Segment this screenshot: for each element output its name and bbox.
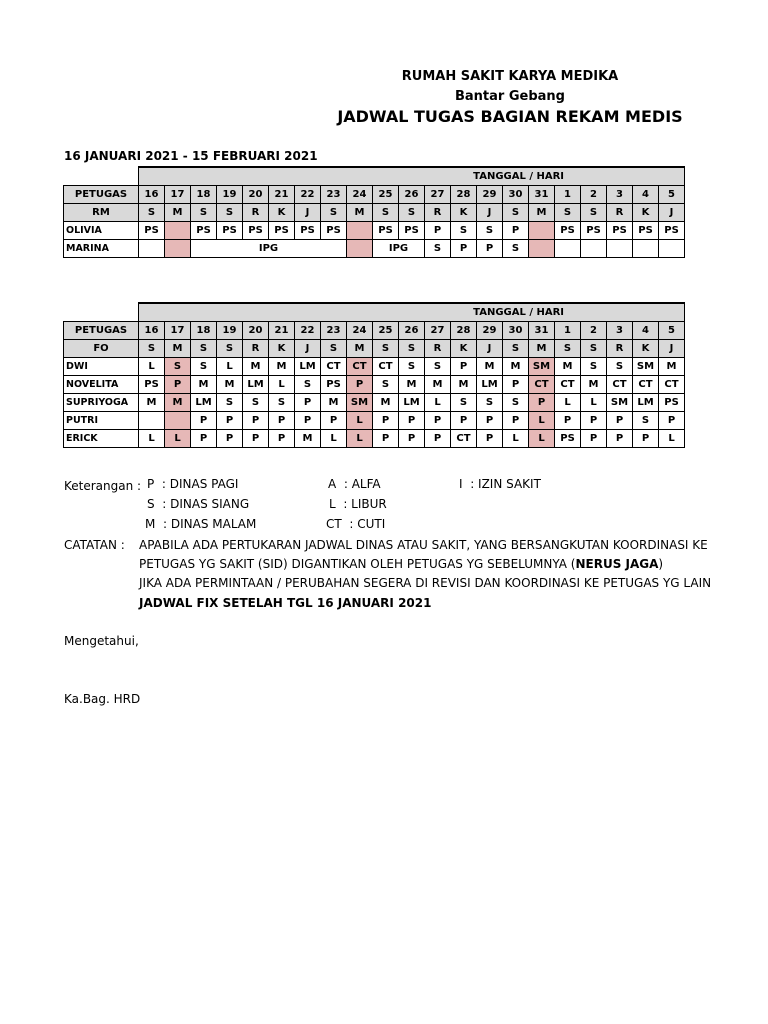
shift-cell: L <box>347 412 373 430</box>
staff-name: MARINA <box>64 240 139 258</box>
date-cell: 30 <box>503 322 529 340</box>
date-cell: 1 <box>555 322 581 340</box>
day-cell: J <box>477 204 503 222</box>
shift-cell: SM <box>529 358 555 376</box>
fo-schedule-table <box>63 302 685 448</box>
legend-item-s: S : DINAS SIANG <box>147 497 250 511</box>
shift-cell <box>165 412 191 430</box>
shift-cell: L <box>139 358 165 376</box>
shift-cell: PS <box>555 222 581 240</box>
shift-cell: M <box>659 358 685 376</box>
staff-name: SUPRIYOGA <box>64 394 139 412</box>
day-cell: S <box>555 204 581 222</box>
day-cell: S <box>555 340 581 358</box>
shift-cell: S <box>425 358 451 376</box>
date-cell: 22 <box>295 322 321 340</box>
day-cell: S <box>399 204 425 222</box>
shift-cell: LM <box>243 376 269 394</box>
shift-cell: M <box>555 358 581 376</box>
day-cell: K <box>633 340 659 358</box>
date-row <box>64 186 685 204</box>
shift-cell: P <box>607 430 633 448</box>
day-cell: J <box>477 340 503 358</box>
day-cell: M <box>529 340 555 358</box>
date-cell: 23 <box>321 322 347 340</box>
shift-cell: P <box>503 412 529 430</box>
day-cell: M <box>165 340 191 358</box>
shift-cell: P <box>243 430 269 448</box>
legend-item-m: M : DINAS MALAM <box>145 517 257 531</box>
shift-cell: L <box>581 394 607 412</box>
date-cell: 25 <box>373 322 399 340</box>
shift-cell: CT <box>659 376 685 394</box>
shift-cell: L <box>269 376 295 394</box>
shift-cell <box>139 240 165 258</box>
day-cell: S <box>399 340 425 358</box>
day-cell: R <box>425 340 451 358</box>
shift-cell: S <box>217 394 243 412</box>
date-cell: 21 <box>269 322 295 340</box>
shift-cell: P <box>477 412 503 430</box>
date-cell: 20 <box>243 322 269 340</box>
corner-cell <box>64 303 139 322</box>
shift-cell: P <box>217 430 243 448</box>
shift-cell: S <box>503 240 529 258</box>
day-cell: M <box>347 340 373 358</box>
shift-cell: L <box>165 430 191 448</box>
shift-cell: L <box>659 430 685 448</box>
shift-cell: L <box>139 430 165 448</box>
shift-cell: PS <box>139 376 165 394</box>
shift-cell: SM <box>633 358 659 376</box>
hospital-name: RUMAH SAKIT KARYA MEDIKA <box>401 69 619 84</box>
shift-cell: PS <box>633 222 659 240</box>
shift-cell: CT <box>607 376 633 394</box>
shift-cell <box>581 240 607 258</box>
date-cell: 28 <box>451 322 477 340</box>
shift-cell: M <box>139 394 165 412</box>
shift-cell: S <box>451 222 477 240</box>
date-cell: 3 <box>607 186 633 204</box>
date-cell: 29 <box>477 186 503 204</box>
date-cell: 28 <box>451 186 477 204</box>
shift-cell: CT <box>633 376 659 394</box>
day-cell: R <box>607 204 633 222</box>
shift-cell: P <box>659 412 685 430</box>
shift-cell: P <box>191 412 217 430</box>
shift-cell: M <box>451 376 477 394</box>
day-cell: S <box>191 204 217 222</box>
day-cell: K <box>269 340 295 358</box>
day-cell: S <box>139 340 165 358</box>
shift-cell: S <box>633 412 659 430</box>
day-cell: S <box>217 340 243 358</box>
shift-cell: P <box>269 412 295 430</box>
shift-cell: P <box>581 430 607 448</box>
date-cell: 18 <box>191 186 217 204</box>
shift-cell: P <box>217 412 243 430</box>
shift-cell: M <box>217 376 243 394</box>
shift-cell: S <box>503 394 529 412</box>
staff-name: NOVELITA <box>64 376 139 394</box>
shift-cell: PS <box>321 222 347 240</box>
shift-cell: CT <box>373 358 399 376</box>
shift-cell: PS <box>191 222 217 240</box>
group-label: PETUGAS <box>64 186 139 204</box>
legend-label: Keterangan : <box>64 479 142 493</box>
day-cell: M <box>347 204 373 222</box>
date-cell: 26 <box>399 322 425 340</box>
day-cell: S <box>503 204 529 222</box>
shift-cell: PS <box>295 222 321 240</box>
catatan-line-2: PETUGAS YG SAKIT (SID) DIGANTIKAN OLEH PETUGAS YG SEBELUMNYA (NERUS JAGA) <box>139 557 664 571</box>
shift-cell: S <box>295 376 321 394</box>
date-cell: 3 <box>607 322 633 340</box>
shift-cell: PS <box>555 430 581 448</box>
table-row <box>64 412 685 430</box>
shift-cell: P <box>477 240 503 258</box>
shift-cell: P <box>321 412 347 430</box>
shift-cell: S <box>451 394 477 412</box>
day-cell: J <box>295 340 321 358</box>
date-cell: 25 <box>373 186 399 204</box>
mengetahui-label: Mengetahui, <box>64 634 139 648</box>
shift-cell: P <box>425 222 451 240</box>
day-cell: S <box>321 340 347 358</box>
date-row <box>64 322 685 340</box>
shift-cell: P <box>373 412 399 430</box>
catatan-line-3: JIKA ADA PERMINTAAN / PERUBAHAN SEGERA DI REVISI DAN KOORDINASI KE PETUGAS YG LAIN <box>139 576 712 590</box>
rm-schedule-table <box>63 166 685 258</box>
shift-cell: P <box>529 394 555 412</box>
shift-cell: CT <box>451 430 477 448</box>
shift-cell: SM <box>347 394 373 412</box>
shift-cell <box>659 240 685 258</box>
shift-cell: L <box>321 430 347 448</box>
shift-cell: P <box>165 376 191 394</box>
date-cell: 24 <box>347 322 373 340</box>
shift-cell: S <box>373 376 399 394</box>
signer-role: Ka.Bag. HRD <box>64 692 141 706</box>
shift-cell: PS <box>269 222 295 240</box>
date-cell: 24 <box>347 186 373 204</box>
shift-cell: LM <box>633 394 659 412</box>
shift-cell: L <box>529 430 555 448</box>
shift-cell: PS <box>139 222 165 240</box>
shift-cell: P <box>425 412 451 430</box>
day-cell: J <box>295 204 321 222</box>
catatan-line-4: JADWAL FIX SETELAH TGL 16 JANUARI 2021 <box>139 596 432 610</box>
date-cell: 26 <box>399 186 425 204</box>
shift-cell: LM <box>399 394 425 412</box>
shift-cell: S <box>399 358 425 376</box>
shift-cell: CT <box>555 376 581 394</box>
shift-cell: S <box>477 222 503 240</box>
hospital-location: Bantar Gebang <box>455 89 565 104</box>
document-title: JADWAL TUGAS BAGIAN REKAM MEDIS <box>337 107 683 126</box>
shift-cell: M <box>191 376 217 394</box>
group-label: FO <box>64 340 139 358</box>
shift-cell: CT <box>321 358 347 376</box>
table-row <box>64 430 685 448</box>
tanggal-row <box>64 167 685 186</box>
catatan-line-1: APABILA ADA PERTUKARAN JADWAL DINAS ATAU SAKIT, YANG BERSANGKUTAN KOORDINASI KE <box>139 538 708 552</box>
date-cell: 4 <box>633 186 659 204</box>
tanggal-hari-label: TANGGAL / HARI <box>139 303 685 322</box>
shift-cell: P <box>503 222 529 240</box>
shift-cell: S <box>243 394 269 412</box>
shift-cell: PS <box>243 222 269 240</box>
shift-cell: P <box>451 412 477 430</box>
shift-cell: LM <box>477 376 503 394</box>
date-cell: 22 <box>295 186 321 204</box>
corner-cell <box>64 167 139 186</box>
shift-cell: P <box>399 430 425 448</box>
shift-cell <box>633 240 659 258</box>
day-cell: R <box>425 204 451 222</box>
day-cell: S <box>503 340 529 358</box>
shift-cell: PS <box>217 222 243 240</box>
table-row <box>64 376 685 394</box>
shift-cell: L <box>529 412 555 430</box>
ipg-cell: IPG <box>373 240 425 258</box>
shift-cell <box>347 240 373 258</box>
day-cell: S <box>217 204 243 222</box>
date-cell: 2 <box>581 186 607 204</box>
shift-cell: P <box>581 412 607 430</box>
staff-name: ERICK <box>64 430 139 448</box>
shift-cell: M <box>295 430 321 448</box>
shift-cell: S <box>581 358 607 376</box>
shift-cell: L <box>347 430 373 448</box>
shift-cell: M <box>243 358 269 376</box>
shift-cell <box>165 240 191 258</box>
shift-cell <box>529 222 555 240</box>
shift-cell: PS <box>659 394 685 412</box>
shift-cell: S <box>607 358 633 376</box>
day-cell: S <box>139 204 165 222</box>
shift-cell: L <box>503 430 529 448</box>
date-cell: 30 <box>503 186 529 204</box>
shift-cell: L <box>555 394 581 412</box>
shift-cell: LM <box>295 358 321 376</box>
shift-cell: P <box>243 412 269 430</box>
shift-cell: P <box>373 430 399 448</box>
shift-cell: M <box>373 394 399 412</box>
shift-cell: L <box>217 358 243 376</box>
day-cell: J <box>659 340 685 358</box>
shift-cell: PS <box>399 222 425 240</box>
legend-item-p: P : DINAS PAGI <box>147 477 239 491</box>
date-cell: 18 <box>191 322 217 340</box>
shift-cell: CT <box>529 376 555 394</box>
date-cell: 19 <box>217 322 243 340</box>
shift-cell: PS <box>659 222 685 240</box>
shift-cell <box>529 240 555 258</box>
shift-cell <box>347 222 373 240</box>
date-cell: 27 <box>425 322 451 340</box>
shift-cell: M <box>503 358 529 376</box>
shift-cell: M <box>581 376 607 394</box>
date-cell: 27 <box>425 186 451 204</box>
date-cell: 31 <box>529 186 555 204</box>
shift-cell: PS <box>581 222 607 240</box>
shift-cell: M <box>165 394 191 412</box>
tanggal-row <box>64 303 685 322</box>
shift-cell: P <box>425 430 451 448</box>
day-cell: J <box>659 204 685 222</box>
shift-cell: P <box>295 412 321 430</box>
shift-cell: L <box>425 394 451 412</box>
shift-cell: P <box>451 358 477 376</box>
day-cell: S <box>373 204 399 222</box>
tanggal-hari-label: TANGGAL / HARI <box>139 167 685 186</box>
day-cell: R <box>607 340 633 358</box>
date-cell: 4 <box>633 322 659 340</box>
catatan-label: CATATAN : <box>64 538 125 552</box>
date-cell: 29 <box>477 322 503 340</box>
shift-cell: M <box>425 376 451 394</box>
day-cell: S <box>321 204 347 222</box>
date-cell: 23 <box>321 186 347 204</box>
shift-cell: PS <box>607 222 633 240</box>
day-cell: K <box>451 204 477 222</box>
day-cell: S <box>581 204 607 222</box>
shift-cell: S <box>165 358 191 376</box>
legend-item-l: L : LIBUR <box>329 497 387 511</box>
shift-cell: M <box>477 358 503 376</box>
shift-cell <box>139 412 165 430</box>
table-row <box>64 222 685 240</box>
shift-cell <box>607 240 633 258</box>
date-cell: 21 <box>269 186 295 204</box>
shift-cell <box>165 222 191 240</box>
date-cell: 19 <box>217 186 243 204</box>
day-cell: S <box>373 340 399 358</box>
day-cell: S <box>191 340 217 358</box>
shift-cell: LM <box>191 394 217 412</box>
table-row <box>64 240 685 258</box>
shift-cell: S <box>477 394 503 412</box>
shift-cell: CT <box>347 358 373 376</box>
date-cell: 31 <box>529 322 555 340</box>
shift-cell: PS <box>373 222 399 240</box>
day-cell: M <box>165 204 191 222</box>
schedule-period: 16 JANUARI 2021 - 15 FEBRUARI 2021 <box>64 149 318 163</box>
shift-cell <box>555 240 581 258</box>
shift-cell: P <box>555 412 581 430</box>
table-row <box>64 394 685 412</box>
legend-item-i: I : IZIN SAKIT <box>459 477 541 491</box>
day-cell: K <box>269 204 295 222</box>
staff-name: PUTRI <box>64 412 139 430</box>
table-row <box>64 358 685 376</box>
group-label: PETUGAS <box>64 322 139 340</box>
shift-cell: P <box>633 430 659 448</box>
day-cell: S <box>581 340 607 358</box>
date-cell: 2 <box>581 322 607 340</box>
day-row <box>64 340 685 358</box>
shift-cell: P <box>477 430 503 448</box>
date-cell: 5 <box>659 186 685 204</box>
day-cell: R <box>243 204 269 222</box>
shift-cell: P <box>451 240 477 258</box>
day-cell: K <box>633 204 659 222</box>
shift-cell: PS <box>321 376 347 394</box>
shift-cell: S <box>191 358 217 376</box>
day-row <box>64 204 685 222</box>
date-cell: 17 <box>165 322 191 340</box>
shift-cell: P <box>295 394 321 412</box>
shift-cell: M <box>269 358 295 376</box>
shift-cell: P <box>191 430 217 448</box>
shift-cell: P <box>607 412 633 430</box>
day-cell: R <box>243 340 269 358</box>
date-cell: 16 <box>139 186 165 204</box>
shift-cell: SM <box>607 394 633 412</box>
day-cell: M <box>529 204 555 222</box>
day-cell: K <box>451 340 477 358</box>
shift-cell: P <box>269 430 295 448</box>
shift-cell: S <box>269 394 295 412</box>
shift-cell: M <box>321 394 347 412</box>
date-cell: 5 <box>659 322 685 340</box>
shift-cell: M <box>399 376 425 394</box>
date-cell: 20 <box>243 186 269 204</box>
date-cell: 1 <box>555 186 581 204</box>
staff-name: OLIVIA <box>64 222 139 240</box>
date-cell: 17 <box>165 186 191 204</box>
group-label: RM <box>64 204 139 222</box>
shift-cell: S <box>425 240 451 258</box>
legend-item-ct: CT : CUTI <box>326 517 386 531</box>
shift-cell: P <box>503 376 529 394</box>
shift-cell: P <box>399 412 425 430</box>
date-cell: 16 <box>139 322 165 340</box>
ipg-cell: IPG <box>191 240 347 258</box>
legend-item-a: A : ALFA <box>328 477 381 491</box>
staff-name: DWI <box>64 358 139 376</box>
shift-cell: P <box>347 376 373 394</box>
